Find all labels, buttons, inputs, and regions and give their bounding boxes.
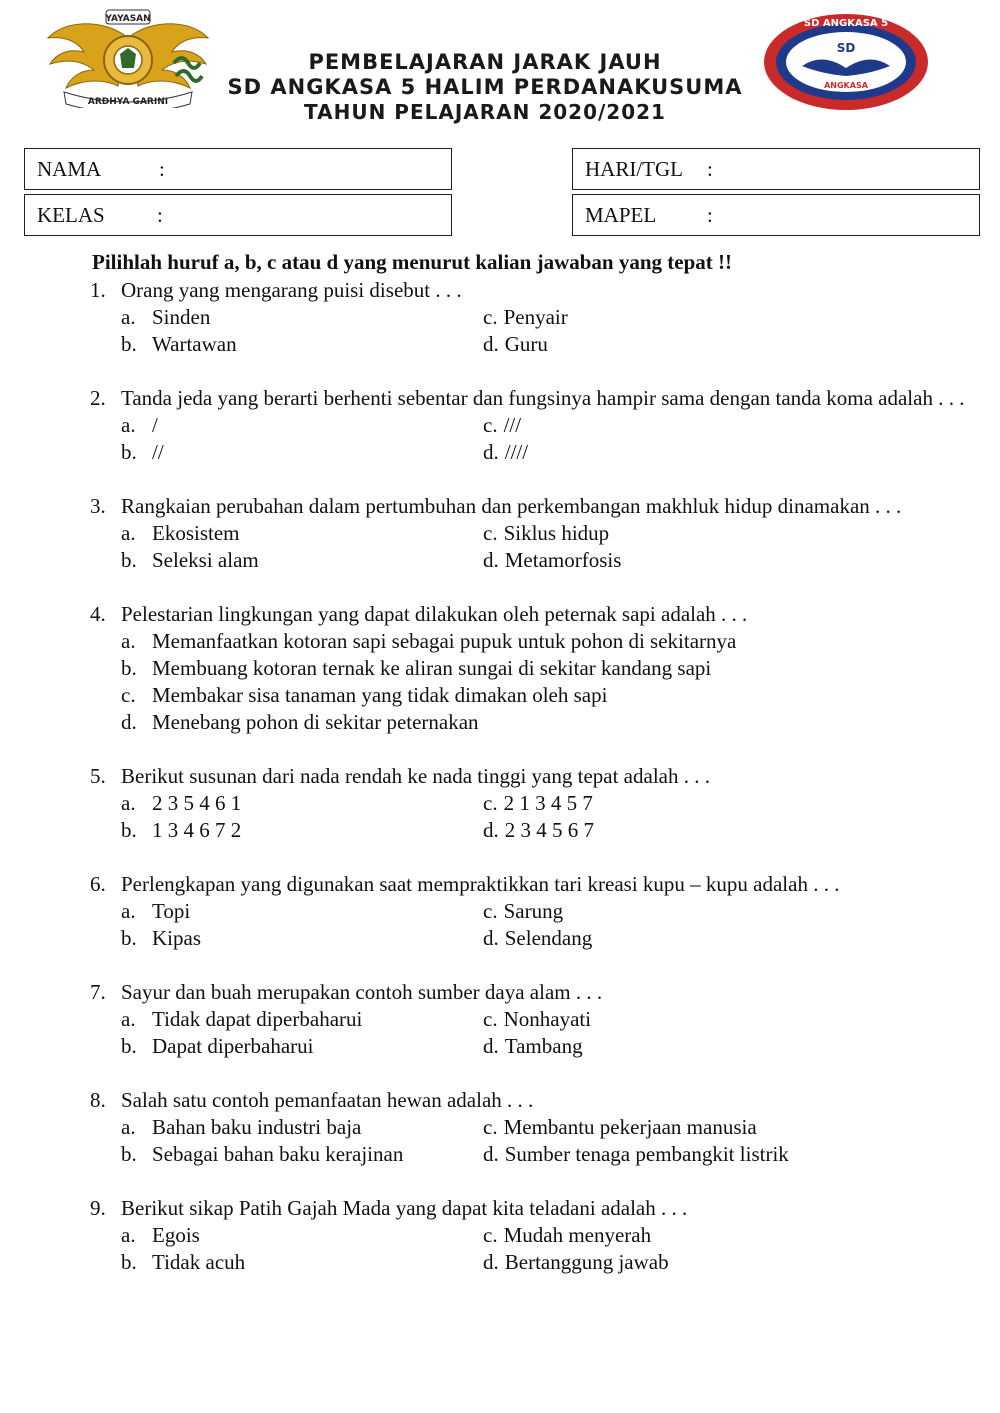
option-text: Menebang pohon di sekitar peternakan	[152, 710, 479, 734]
option-text: Penyair	[503, 305, 568, 329]
question-number: 7.	[90, 980, 106, 1004]
option-letter: a.	[121, 899, 136, 923]
option-text: Tidak acuh	[152, 1250, 246, 1274]
option-d[interactable]	[483, 1141, 883, 1168]
option-b[interactable]	[121, 925, 483, 952]
option-text: 1 3 4 6 7 2	[152, 818, 242, 842]
date-colon: :	[707, 157, 713, 181]
option-b[interactable]	[121, 1033, 483, 1060]
option-letter: b.	[121, 818, 137, 842]
option-c[interactable]	[121, 682, 921, 709]
option-text: Membuang kotoran ternak ke aliran sungai di sekitar kandang sapi	[152, 656, 712, 680]
question-6	[90, 871, 970, 952]
option-letter: c.	[483, 899, 498, 923]
option-a[interactable]	[121, 412, 483, 439]
option-text: Bertanggung jawab	[504, 1250, 669, 1274]
option-text: Tidak dapat diperbaharui	[152, 1007, 363, 1031]
option-text: Kipas	[152, 926, 201, 950]
option-d[interactable]	[121, 709, 921, 736]
question-9	[90, 1195, 970, 1276]
option-text: Metamorfosis	[504, 548, 622, 572]
option-letter: a.	[121, 791, 136, 815]
option-d[interactable]	[483, 1033, 883, 1060]
option-text: 2 3 5 4 6 1	[152, 791, 242, 815]
option-letter: c.	[121, 683, 136, 707]
option-d[interactable]	[483, 817, 883, 844]
option-text: /	[152, 413, 158, 437]
option-a[interactable]	[121, 1114, 483, 1141]
option-text: Sumber tenaga pembangkit listrik	[504, 1142, 789, 1166]
name-label: NAMA	[37, 157, 102, 181]
option-text: Topi	[152, 899, 191, 923]
logo-top-text: YAYASAN	[105, 14, 151, 24]
option-text: Ekosistem	[152, 521, 240, 545]
question-4	[90, 601, 970, 736]
option-d[interactable]	[483, 1249, 883, 1276]
question-8	[90, 1087, 970, 1168]
option-b[interactable]	[121, 655, 921, 682]
option-letter: d.	[483, 1250, 499, 1274]
option-letter: d.	[483, 818, 499, 842]
option-c[interactable]	[483, 898, 883, 925]
question-number: 3.	[90, 494, 106, 518]
option-text: Selendang	[504, 926, 593, 950]
option-d[interactable]	[483, 331, 883, 358]
option-text: Membantu pekerjaan manusia	[503, 1115, 757, 1139]
option-text: Tambang	[504, 1034, 583, 1058]
option-c[interactable]	[483, 1222, 883, 1249]
option-text: Seleksi alam	[152, 548, 259, 572]
option-c[interactable]	[483, 520, 883, 547]
badge-bottom-text: ANGKASA	[824, 81, 868, 90]
name-field[interactable]	[24, 148, 452, 190]
option-text: Egois	[152, 1223, 200, 1247]
option-letter: c.	[483, 1115, 498, 1139]
option-letter: b.	[121, 332, 137, 356]
subject-colon: :	[707, 203, 713, 227]
option-c[interactable]	[483, 304, 883, 331]
option-text: Wartawan	[152, 332, 237, 356]
subject-label: MAPEL	[585, 203, 657, 227]
question-text: Salah satu contoh pemanfaatan hewan adalah . . .	[121, 1088, 534, 1112]
option-text: 2 1 3 4 5 7	[503, 791, 593, 815]
question-number: 2.	[90, 386, 106, 410]
option-letter: a.	[121, 413, 136, 437]
option-letter: b.	[121, 926, 137, 950]
option-letter: a.	[121, 1115, 136, 1139]
option-letter: c.	[483, 791, 498, 815]
option-a[interactable]	[121, 304, 483, 331]
option-c[interactable]	[483, 790, 883, 817]
class-colon: :	[157, 203, 163, 227]
option-b[interactable]	[121, 1141, 483, 1168]
option-a[interactable]	[121, 1006, 483, 1033]
question-3	[90, 493, 970, 574]
logo-bottom-text: ARDHYA GARINI	[87, 97, 169, 107]
option-text: Mudah menyerah	[503, 1223, 652, 1247]
option-letter: d.	[483, 440, 499, 464]
option-text: Nonhayati	[503, 1007, 592, 1031]
option-b[interactable]	[121, 1249, 483, 1276]
question-text: Rangkaian perubahan dalam pertumbuhan dan perkembangan makhluk hidup dinamakan . . .	[121, 494, 902, 518]
title-line-1: PEMBELAJARAN JARAK JAUH	[308, 50, 662, 74]
question-text: Pelestarian lingkungan yang dapat dilakukan oleh peternak sapi adalah . . .	[121, 602, 748, 626]
option-letter: d.	[121, 710, 137, 734]
title-line-3: TAHUN PELAJARAN 2020/2021	[304, 100, 666, 124]
question-1	[90, 277, 970, 358]
badge-top-text: SD ANGKASA 5	[803, 18, 889, 29]
option-b[interactable]	[121, 439, 483, 466]
option-text: Sarung	[503, 899, 564, 923]
option-letter: d.	[483, 926, 499, 950]
option-b[interactable]	[121, 817, 483, 844]
option-letter: a.	[121, 629, 136, 653]
option-c[interactable]	[483, 412, 883, 439]
question-text: Berikut susunan dari nada rendah ke nada tinggi yang tepat adalah . . .	[121, 764, 710, 788]
option-text: 2 3 4 5 6 7	[504, 818, 594, 842]
option-a[interactable]	[121, 1222, 483, 1249]
question-text: Perlengkapan yang digunakan saat mempraktikkan tari kreasi kupu – kupu adalah . . .	[121, 872, 840, 896]
question-5	[90, 763, 970, 844]
title-line-2: SD ANGKASA 5 HALIM PERDANAKUSUMA	[227, 75, 743, 99]
option-letter: a.	[121, 305, 136, 329]
question-number: 4.	[90, 602, 106, 626]
question-number: 9.	[90, 1196, 106, 1220]
option-letter: c.	[483, 1223, 498, 1247]
option-text: Sebagai bahan baku kerajinan	[152, 1142, 404, 1166]
option-text: ///	[503, 413, 522, 437]
option-letter: b.	[121, 1034, 137, 1058]
option-d[interactable]	[483, 439, 883, 466]
subject-field[interactable]	[572, 194, 980, 236]
option-letter: c.	[483, 1007, 498, 1031]
yayasan-emblem-logo	[44, 8, 212, 108]
badge-inner-text: SD	[836, 41, 856, 55]
option-text: Guru	[504, 332, 548, 356]
question-number: 1.	[90, 278, 106, 302]
question-text: Sayur dan buah merupakan contoh sumber daya alam . . .	[121, 980, 603, 1004]
option-letter: a.	[121, 1007, 136, 1031]
option-text: Siklus hidup	[503, 521, 610, 545]
question-number: 5.	[90, 764, 106, 788]
option-letter: b.	[121, 548, 137, 572]
option-letter: c.	[483, 521, 498, 545]
option-text: //	[152, 440, 164, 464]
option-text: Sinden	[152, 305, 211, 329]
question-text: Berikut sikap Patih Gajah Mada yang dapat kita teladani adalah . . .	[121, 1196, 688, 1220]
option-text: ////	[504, 440, 529, 464]
question-text: Tanda jeda yang berarti berhenti sebentar dan fungsinya hampir sama dengan tanda koma adalah . . .	[121, 386, 965, 410]
option-a[interactable]	[121, 790, 483, 817]
option-d[interactable]	[483, 547, 883, 574]
option-letter: d.	[483, 1142, 499, 1166]
question-number: 8.	[90, 1088, 106, 1112]
option-letter: d.	[483, 332, 499, 356]
option-text: Bahan baku industri baja	[152, 1115, 362, 1139]
option-letter: a.	[121, 1223, 136, 1247]
option-letter: d.	[483, 548, 499, 572]
option-b[interactable]	[121, 331, 483, 358]
question-2	[90, 385, 970, 466]
date-field[interactable]	[572, 148, 980, 190]
class-label: KELAS	[37, 203, 105, 227]
option-b[interactable]	[121, 547, 483, 574]
option-letter: c.	[483, 305, 498, 329]
option-letter: d.	[483, 1034, 499, 1058]
name-colon: :	[159, 157, 165, 181]
option-a[interactable]	[121, 898, 483, 925]
option-d[interactable]	[483, 925, 883, 952]
sd-angkasa-badge-logo	[762, 12, 930, 112]
option-letter: b.	[121, 440, 137, 464]
option-letter: c.	[483, 413, 498, 437]
option-text: Memanfaatkan kotoran sapi sebagai pupuk untuk pohon di sekitarnya	[152, 629, 737, 653]
page-header-title	[222, 50, 748, 125]
option-letter: b.	[121, 656, 137, 680]
date-label: HARI/TGL	[585, 157, 683, 181]
instruction-text: Pilihlah huruf a, b, c atau d yang menurut kalian jawaban yang tepat !!	[92, 250, 733, 274]
option-a[interactable]	[121, 628, 921, 655]
option-letter: a.	[121, 521, 136, 545]
option-c[interactable]	[483, 1006, 883, 1033]
option-letter: b.	[121, 1250, 137, 1274]
option-a[interactable]	[121, 520, 483, 547]
option-letter: b.	[121, 1142, 137, 1166]
option-text: Dapat diperbaharui	[152, 1034, 314, 1058]
question-7	[90, 979, 970, 1060]
option-c[interactable]	[483, 1114, 883, 1141]
question-list	[90, 277, 970, 1303]
class-field[interactable]	[24, 194, 452, 236]
option-text: Membakar sisa tanaman yang tidak dimakan oleh sapi	[152, 683, 608, 707]
question-number: 6.	[90, 872, 106, 896]
question-text: Orang yang mengarang puisi disebut . . .	[121, 278, 462, 302]
